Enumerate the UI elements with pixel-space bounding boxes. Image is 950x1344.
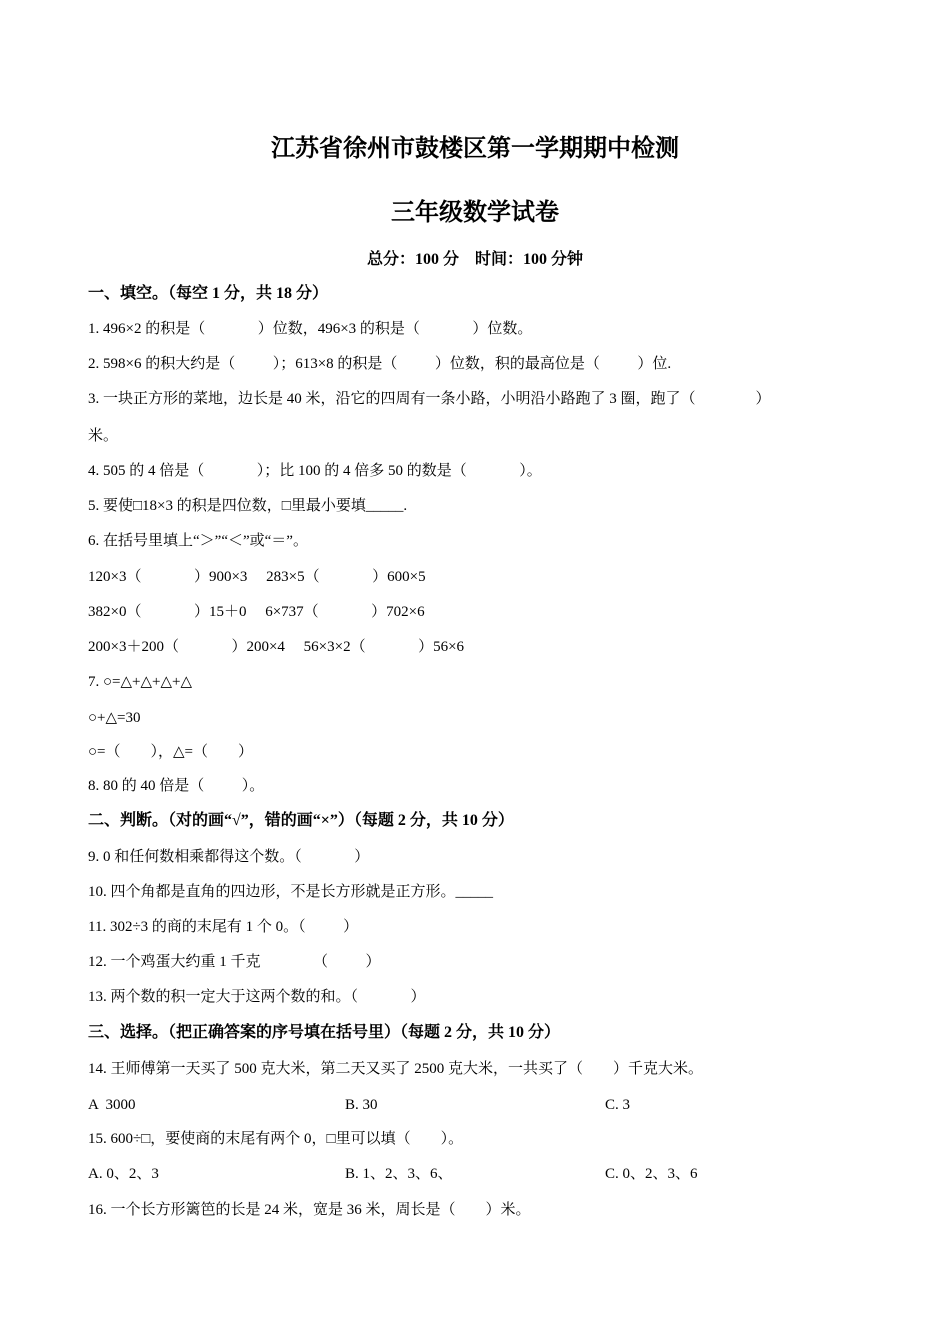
question-line: 13. 两个数的积一定大于这两个数的和。（ ） xyxy=(88,989,426,1005)
option-a: A. 0、2、3 xyxy=(88,1166,159,1182)
question-line: 120×3（ ）900×3 283×5（ ）600×5 xyxy=(88,569,426,585)
question-line: 6. 在括号里填上“＞”“＜”或“＝”。 xyxy=(88,533,308,549)
option-c: C. 0、2、3、6 xyxy=(605,1166,698,1182)
question-line: 12. 一个鸡蛋大约重 1 千克 （ ） xyxy=(88,954,381,970)
option-b: B. 30 xyxy=(345,1097,378,1113)
question-line: 2. 598×6 的积大约是（ ）；613×8 的积是（ ）位数，积的最高位是（ ）位. xyxy=(88,356,672,372)
question-line: 10. 四个角都是直角的四边形，不是长方形就是正方形。_____ xyxy=(88,884,494,900)
question-line: 9. 0 和任何数相乘都得这个数。（ ） xyxy=(88,849,370,865)
question-line: 7. ○=△+△+△+△ xyxy=(88,674,193,690)
question-line: 382×0（ ）15＋0 6×737（ ）702×6 xyxy=(88,604,425,620)
question-line: 米。 xyxy=(88,428,119,444)
question-14: 14. 王师傅第一天买了 500 克大米，第二天又买了 2500 克大米，一共买了（ ）千克大米。 xyxy=(88,1061,704,1077)
question-line: 1. 496×2 的积是（ ）位数，496×3 的积是（ ）位数。 xyxy=(88,321,533,337)
option-b: B. 1、2、3、6、 xyxy=(345,1166,453,1182)
option-c: C. 3 xyxy=(605,1097,631,1113)
exam-subtitle: 三年级数学试卷 xyxy=(391,200,559,226)
exam-title: 江苏省徐州市鼓楼区第一学期期中检测 xyxy=(271,136,679,162)
question-line: 3. 一块正方形的菜地，边长是 40 米，沿它的四周有一条小路，小明沿小路跑了 3 圈，跑了（ ） xyxy=(88,391,771,407)
option-a: A 3000 xyxy=(88,1097,136,1113)
question-line: ○=（ ），△=（ ） xyxy=(88,744,254,760)
exam-info: 总分：100 分 时间：100 分钟 xyxy=(366,251,583,268)
section-1-heading: 一、填空。（每空 1 分，共 18 分） xyxy=(88,285,329,302)
question-line: ○+△=30 xyxy=(88,710,141,726)
question-line: 5. 要使□18×3 的积是四位数，□里最小要填_____. xyxy=(88,498,408,514)
question-16: 16. 一个长方形篱笆的长是 24 米，宽是 36 米，周长是（ ）米。 xyxy=(88,1202,531,1218)
section-3-heading: 三、选择。（把正确答案的序号填在括号里）（每题 2 分，共 10 分） xyxy=(88,1024,561,1041)
section-2-heading: 二、判断。（对的画“√”，错的画“×”）（每题 2 分，共 10 分） xyxy=(88,812,514,829)
question-line: 200×3＋200（ ）200×4 56×3×2（ ）56×6 xyxy=(88,639,465,655)
question-line: 4. 505 的 4 倍是（ ）；比 100 的 4 倍多 50 的数是（ ）。 xyxy=(88,463,542,479)
question-line: 8. 80 的 40 倍是（ ）。 xyxy=(88,778,265,794)
question-line: 11. 302÷3 的商的末尾有 1 个 0。（ ） xyxy=(88,919,359,935)
question-15: 15. 600÷□，要使商的末尾有两个 0，□里可以填（ ）。 xyxy=(88,1131,464,1147)
